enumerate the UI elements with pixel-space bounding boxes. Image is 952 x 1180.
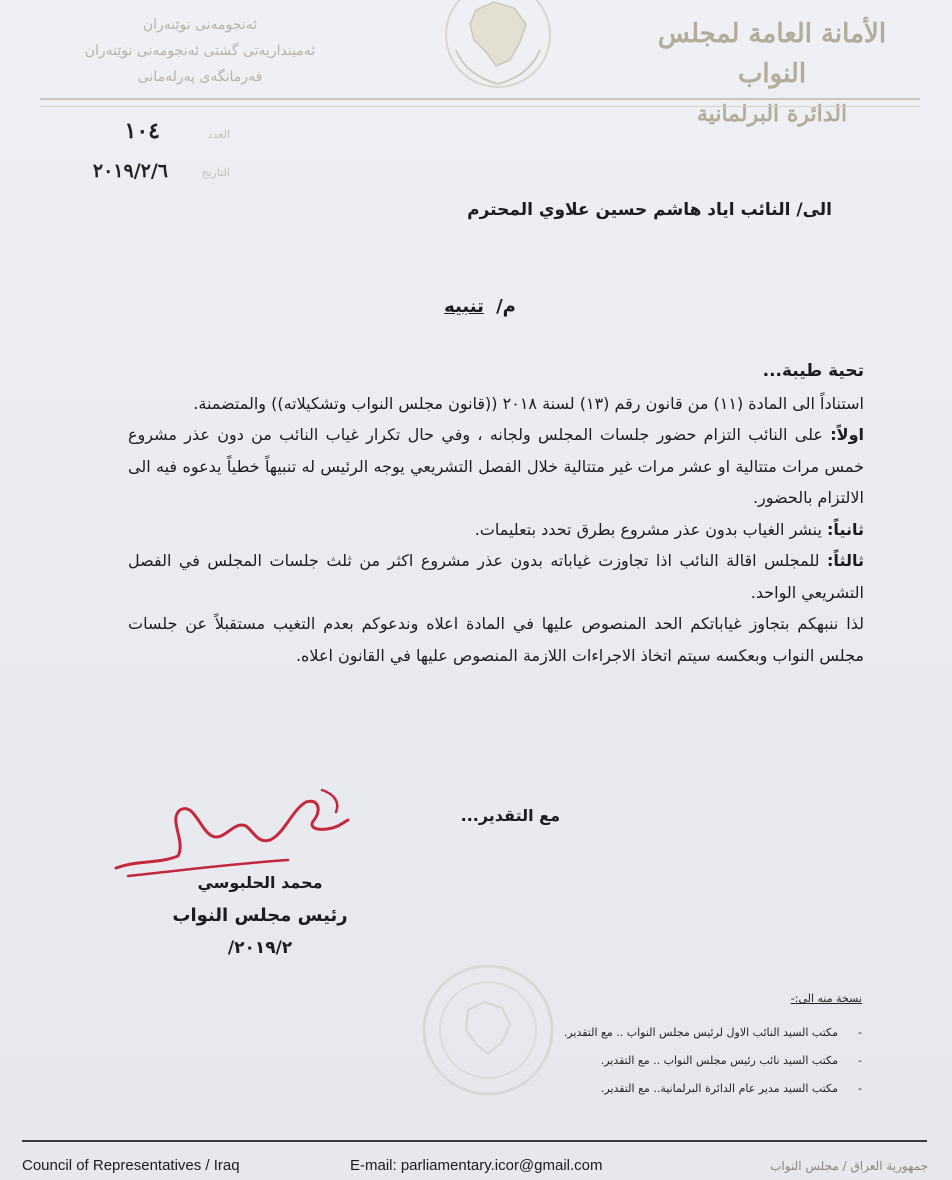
reference-block xyxy=(70,118,230,194)
header-left-line2: ئەمینداریەتی گشتی ئەنجومەنی نوێنەران xyxy=(84,43,316,59)
clause-3-text: للمجلس اقالة النائب اذا تجاوزت غياباته بدون عذر مشروع اكثر من ثلث جلسات المجلس في الفصل التشريعي الواحد. xyxy=(128,551,864,602)
footer-arabic-org: جمهورية العراق / مجلس النواب xyxy=(770,1159,928,1173)
footer xyxy=(0,1153,952,1177)
header-arabic-text xyxy=(642,14,902,134)
date-label: التاريخ xyxy=(201,166,230,179)
copies-item: - مكتب السيد النائب الاول لرئيس مجلس النواب .. مع التقدير. xyxy=(422,1019,862,1047)
header-left-line1: ئەنجومەنی نوێنەران xyxy=(142,17,258,33)
closing: مع التقدير... xyxy=(460,806,560,825)
addressee: الى/ النائب اياد هاشم حسين علاوي المحترم xyxy=(467,200,832,220)
number-label: العدد xyxy=(207,128,230,141)
signatory-title: رئيس مجلس النواب xyxy=(172,905,348,926)
clause-3 xyxy=(128,545,864,608)
clause-1-label: اولاً: xyxy=(830,425,864,444)
clause-2-label: ثانياً: xyxy=(827,519,864,539)
copies-list xyxy=(422,1019,862,1103)
footer-divider xyxy=(22,1140,927,1142)
clause-2 xyxy=(128,514,864,546)
date-value: ٢٠١٩/٢/٦ xyxy=(92,160,168,182)
clause-1-text: على النائب التزام حضور جلسات المجلس ولجانه ، وفي حال تكرار غياب النائب من دون عذر مشروع خمس مرات متتالية او عشر مرات غير متتالية خلال الفصل التشريعي يوجه الرئيس له تنبيهاً خطياً يدعوه فيه الى الالتزام بالحضور. xyxy=(128,425,864,507)
number-value: ١٠٤ xyxy=(124,118,160,144)
footer-organization: Council of Representatives / Iraq xyxy=(22,1157,240,1174)
intro-paragraph: استناداً الى المادة (١١) من قانون رقم (١٣) لسنة ٢٠١٨ ((قانون مجلس النواب وتشكيلاته)) والمتضمنة. xyxy=(193,393,864,413)
letter-body xyxy=(128,356,864,671)
copies-item: - مكتب السيد نائب رئيس مجلس النواب .. مع التقدير. xyxy=(422,1047,862,1075)
header-kurdish-text xyxy=(70,12,330,90)
header-right-line2: الدائرة البرلمانية xyxy=(696,101,848,127)
clause-3-label: ثالثاً: xyxy=(827,551,864,570)
copies-block xyxy=(422,992,862,1103)
conclusion-paragraph: لذا ننبهكم بتجاوز غياباتكم الحد المنصوص عليها في المادة اعلاه وندعوكم بعدم التغيب مستقبلاً عن جلسات مجلس النواب وبعكسه سيتم اتخاذ الاجراءات اللازمة المنصوص عليها في القانون اعلاه. xyxy=(128,614,864,665)
greeting: تحية طيبة... xyxy=(762,361,864,381)
footer-email: E-mail: parliamentary.icor@gmail.com xyxy=(350,1157,603,1174)
subject-line xyxy=(380,296,580,317)
iraq-map-emblem-icon xyxy=(436,0,560,90)
clause-1 xyxy=(128,419,864,514)
copies-heading: نسخة منه الى:- xyxy=(790,992,862,1005)
clause-2-text: ينشر الغياب بدون عذر مشروع بطرق تحدد بتعليمات. xyxy=(474,519,828,539)
signatory-date: ٢٠١٩/٢/ xyxy=(227,938,293,958)
header-left-line3: فەرمانگەی پەرلەمانی xyxy=(137,69,263,85)
copies-item: - مكتب السيد مدير عام الدائرة البرلمانية.. مع التقدير. xyxy=(422,1075,862,1103)
signatory-name: محمد الحلبوسي xyxy=(197,873,323,892)
subject-title: تنبيه xyxy=(444,296,484,317)
header-divider xyxy=(40,98,920,107)
signatory-block xyxy=(170,868,350,962)
header-right-line1: الأمانة العامة لمجلس النواب xyxy=(657,19,887,89)
subject-prefix: م/ xyxy=(496,296,516,317)
